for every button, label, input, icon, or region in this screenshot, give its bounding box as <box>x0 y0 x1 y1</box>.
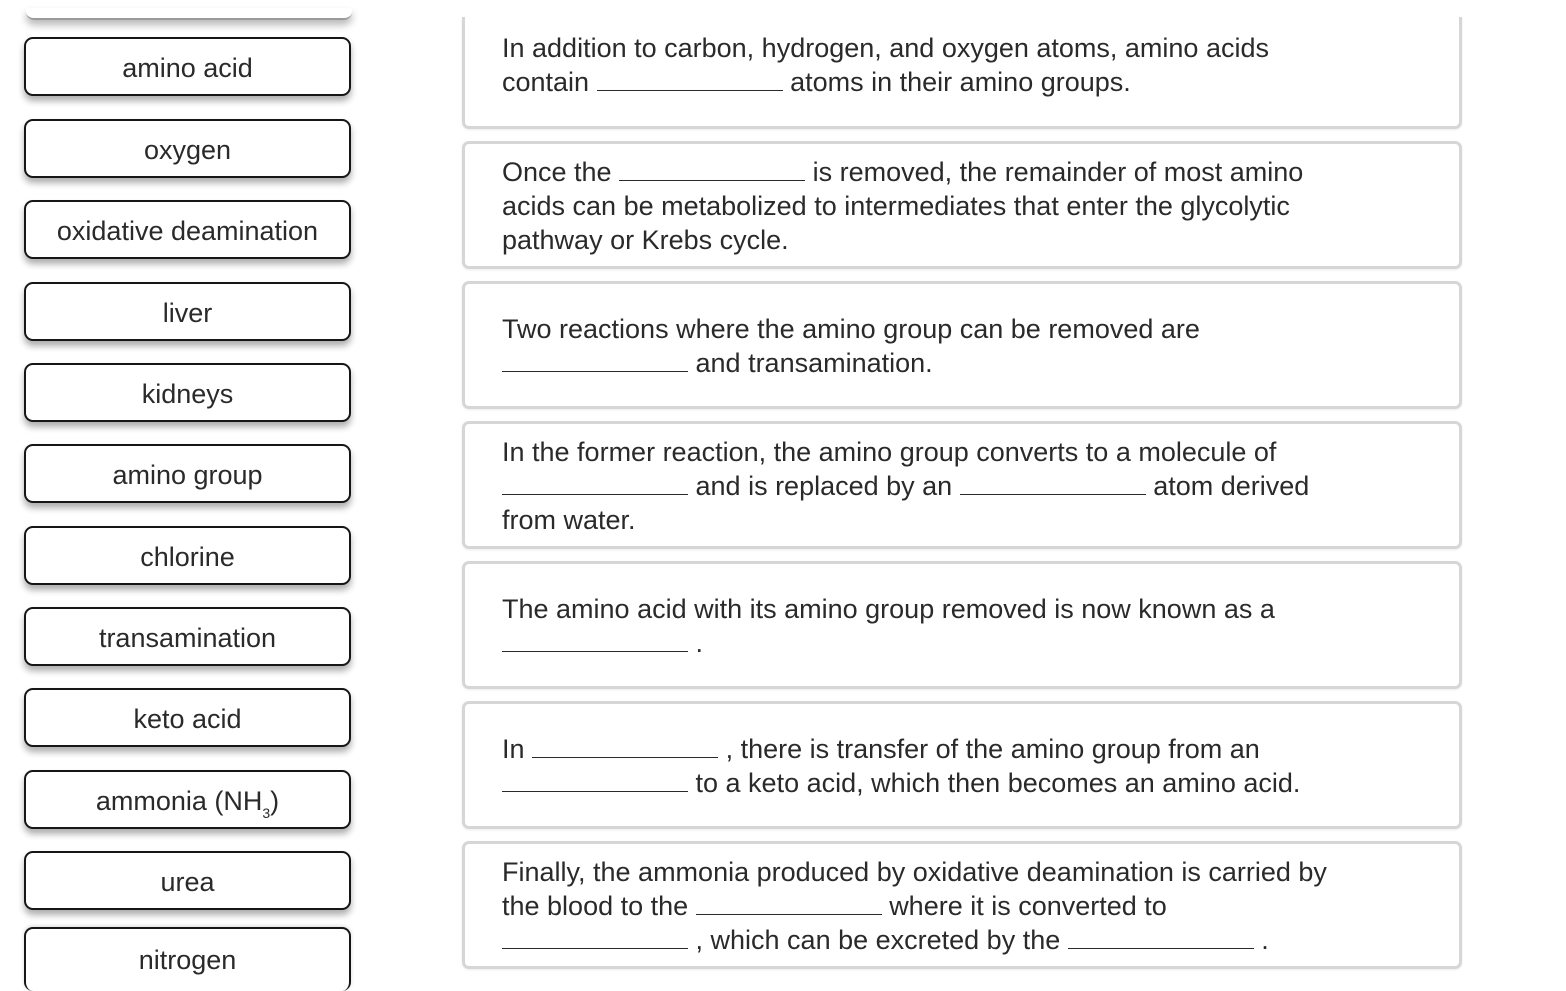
word-tile-suffix: ) <box>270 786 280 816</box>
word-tile-amino-acid[interactable] <box>24 37 351 96</box>
answer-blank[interactable] <box>696 894 882 915</box>
sentence-panel <box>462 421 1462 549</box>
sentence-panel <box>462 141 1462 269</box>
sentence-text: atom derived <box>1153 471 1310 501</box>
sentence-line <box>502 592 1275 626</box>
sentence-panel <box>462 561 1462 689</box>
word-tile-label: transamination <box>98 623 277 653</box>
sentence-text: . <box>695 628 704 658</box>
sentence-panel <box>462 701 1462 829</box>
sentence-line <box>502 855 1327 889</box>
sentence-line <box>502 65 1131 99</box>
sentence-line <box>502 189 1290 223</box>
sentence-text: to a keto acid, which then becomes an amino acid. <box>695 768 1301 798</box>
sentence-text: Two reactions where the amino group can be removed are <box>502 314 1200 344</box>
sentence-line <box>502 626 703 660</box>
word-tile-chlorine[interactable] <box>24 526 351 585</box>
sentence-text: atoms in their amino groups. <box>790 67 1131 97</box>
word-bank-scroll-edge <box>26 8 352 20</box>
sentence-text: the blood to the <box>502 891 689 921</box>
word-tile-kidneys[interactable] <box>24 363 351 422</box>
word-tile-label: chlorine <box>140 542 235 572</box>
sentence-line <box>502 223 789 257</box>
word-tile-keto-acid[interactable] <box>24 688 351 747</box>
word-tile-oxygen[interactable] <box>24 119 351 178</box>
word-tile-label: oxygen <box>143 135 232 165</box>
sentence-line <box>502 732 1260 766</box>
word-tile-oxidative-deamination[interactable] <box>24 200 351 259</box>
answer-blank[interactable] <box>532 737 718 758</box>
sentence-text: Finally, the ammonia produced by oxidative deamination is carried by <box>502 857 1327 887</box>
sentence-text: In addition to carbon, hydrogen, and oxygen atoms, amino acids <box>502 33 1269 63</box>
word-tile-amino-group[interactable] <box>24 444 351 503</box>
sentence-text: pathway or Krebs cycle. <box>502 225 789 255</box>
sentence-text: The amino acid with its amino group removed is now known as a <box>502 594 1275 624</box>
answer-blank[interactable] <box>1068 928 1254 949</box>
sentence-panel <box>462 17 1462 129</box>
word-tile-label: nitrogen <box>138 945 237 975</box>
word-tile-transamination[interactable] <box>24 607 351 666</box>
answer-blank[interactable] <box>597 70 783 91</box>
sentence-text: acids can be metabolized to intermediates that enter the glycolytic <box>502 191 1290 221</box>
answer-blank[interactable] <box>502 928 688 949</box>
word-tile-label: amino acid <box>122 53 253 83</box>
sentence-text: and is replaced by an <box>695 471 953 501</box>
sentence-text: Once the <box>502 157 612 187</box>
word-tile-ammonia[interactable] <box>24 770 351 829</box>
sentence-text: contain <box>502 67 590 97</box>
word-tile-label: kidneys <box>141 379 234 409</box>
word-tile-liver[interactable] <box>24 282 351 341</box>
word-tile-label: liver <box>162 298 213 328</box>
sentence-text: from water. <box>502 505 636 535</box>
sentence-line <box>502 469 1309 503</box>
answer-blank[interactable] <box>619 160 805 181</box>
answer-blank[interactable] <box>960 474 1146 495</box>
word-tile-label: keto acid <box>133 704 242 734</box>
sentence-line <box>502 155 1303 189</box>
sentence-text: . <box>1261 925 1269 955</box>
sentence-text: In the former reaction, the amino group converts to a molecule of <box>502 437 1277 467</box>
sentence-line <box>502 503 636 537</box>
sentence-line <box>502 346 933 380</box>
word-tile-label: amino group <box>112 460 263 490</box>
answer-blank[interactable] <box>502 771 688 792</box>
sentence-line <box>502 923 1269 957</box>
word-tile-nitrogen[interactable] <box>24 927 351 991</box>
word-tile-label: ammonia (NH <box>95 786 263 816</box>
word-tile-urea[interactable] <box>24 851 351 910</box>
sentence-text: is removed, the remainder of most amino <box>812 157 1304 187</box>
sentence-text: and transamination. <box>695 348 933 378</box>
sentence-text: In <box>502 734 525 764</box>
answer-blank[interactable] <box>502 631 688 652</box>
answer-blank[interactable] <box>502 474 688 495</box>
sentence-panel <box>462 841 1462 969</box>
word-tile-subscript: 3 <box>262 805 271 821</box>
sentence-text: , there is transfer of the amino group from an <box>725 734 1260 764</box>
sentence-line <box>502 889 1167 923</box>
sentence-line <box>502 435 1276 469</box>
word-tile-label: urea <box>160 867 215 897</box>
sentence-text: , which can be excreted by the <box>695 925 1061 955</box>
word-tile-label: oxidative deamination <box>56 216 319 246</box>
sentence-line <box>502 31 1269 65</box>
sentence-panel <box>462 281 1462 409</box>
sentence-line <box>502 766 1300 800</box>
sentence-line <box>502 312 1200 346</box>
answer-blank[interactable] <box>502 351 688 372</box>
sentence-text: where it is converted to <box>889 891 1167 921</box>
